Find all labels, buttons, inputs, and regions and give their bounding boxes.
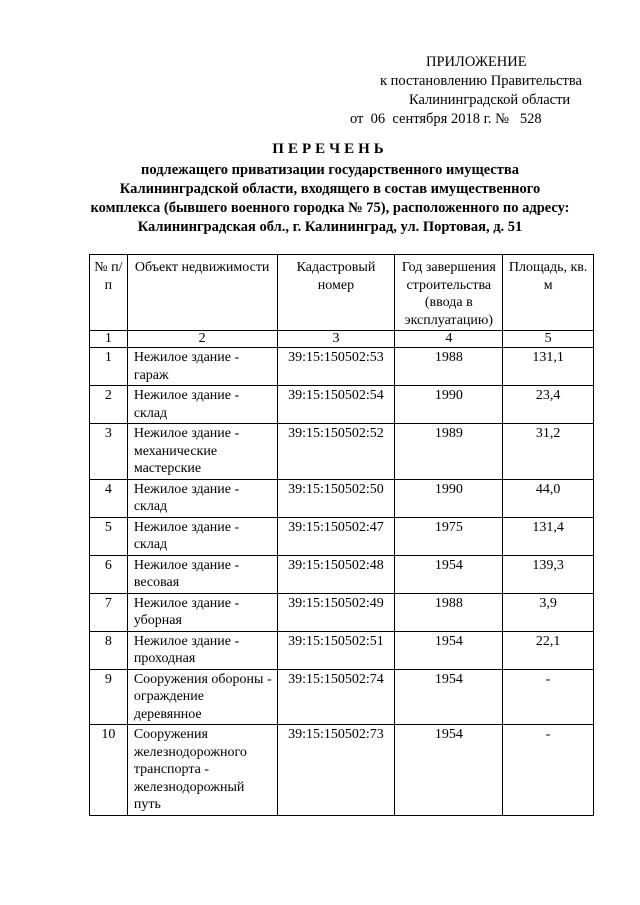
table-row (90, 479, 594, 517)
column-number: 2 (127, 331, 277, 348)
completion-year: 1988 (395, 348, 503, 386)
area-value: 31,2 (503, 424, 594, 480)
object-name: Нежилое здание - проходная (127, 631, 277, 669)
cadastral-number: 39:15:150502:48 (277, 555, 395, 593)
header-number: № п/п (90, 255, 128, 331)
table-row (90, 669, 594, 725)
row-number: 10 (90, 725, 128, 816)
row-number: 6 (90, 555, 128, 593)
table-row (90, 725, 594, 816)
heading-line: комплекса (бывшего военного городка № 75), расположенного по адресу: (90, 200, 570, 216)
table-row (90, 555, 594, 593)
cadastral-number: 39:15:150502:54 (277, 386, 395, 424)
cadastral-number: 39:15:150502:49 (277, 593, 395, 631)
completion-year: 1954 (395, 669, 503, 725)
cadastral-number: 39:15:150502:52 (277, 424, 395, 480)
object-name: Нежилое здание - уборная (127, 593, 277, 631)
header-area: Площадь, кв. м (503, 255, 594, 331)
row-number: 4 (90, 479, 128, 517)
completion-year: 1954 (395, 631, 503, 669)
completion-year: 1988 (395, 593, 503, 631)
area-value: - (503, 669, 594, 725)
cadastral-number: 39:15:150502:73 (277, 725, 395, 816)
header-year: Год завершения строительства (ввода в эксплуатацию) (395, 255, 503, 331)
area-value: 44,0 (503, 479, 594, 517)
table-row (90, 348, 594, 386)
completion-year: 1954 (395, 725, 503, 816)
appendix-date-number-line: от 06 сентября 2018 г. № 528 (350, 111, 542, 127)
area-value: 22,1 (503, 631, 594, 669)
appendix-block (330, 53, 600, 129)
area-value: 3,9 (503, 593, 594, 631)
object-name: Сооружения железнодорожного транспорта - железнодорожный путь (127, 725, 277, 816)
table-row (90, 386, 594, 424)
object-name: Нежилое здание - гараж (127, 348, 277, 386)
completion-year: 1975 (395, 517, 503, 555)
column-number: 5 (503, 331, 594, 348)
object-name: Нежилое здание - весовая (127, 555, 277, 593)
row-number: 3 (90, 424, 128, 480)
cadastral-number: 39:15:150502:47 (277, 517, 395, 555)
row-number: 8 (90, 631, 128, 669)
row-number: 7 (90, 593, 128, 631)
cadastral-number: 39:15:150502:53 (277, 348, 395, 386)
area-value: 23,4 (503, 386, 594, 424)
table-row (90, 517, 594, 555)
table-row (90, 424, 594, 480)
cadastral-number: 39:15:150502:51 (277, 631, 395, 669)
column-number: 4 (395, 331, 503, 348)
completion-year: 1954 (395, 555, 503, 593)
table-body (90, 331, 594, 816)
heading-line: Калининградской области, входящего в состав имущественного (119, 181, 541, 197)
completion-year: 1990 (395, 386, 503, 424)
appendix-resolution-line: к постановлению Правительства (380, 73, 582, 89)
appendix-region-line: Калининградской области (409, 92, 571, 108)
object-name: Нежилое здание - механические мастерские (127, 424, 277, 480)
row-number: 5 (90, 517, 128, 555)
header-cadastral-number: Кадастровый номер (277, 255, 395, 331)
area-value: - (503, 725, 594, 816)
property-table (89, 254, 594, 816)
header-object: Объект недвижимости (127, 255, 277, 331)
document-heading (60, 140, 600, 237)
object-name: Нежилое здание - склад (127, 517, 277, 555)
completion-year: 1989 (395, 424, 503, 480)
table-row (90, 593, 594, 631)
row-number: 2 (90, 386, 128, 424)
area-value: 131,4 (503, 517, 594, 555)
object-name: Сооружения обороны - ограждение деревянное (127, 669, 277, 725)
area-value: 139,3 (503, 555, 594, 593)
column-number: 1 (90, 331, 128, 348)
heading-address-line: Калининградская обл., г. Калининград, ул. Портовая, д. 51 (137, 219, 523, 235)
object-name: Нежилое здание - склад (127, 386, 277, 424)
object-name: Нежилое здание - склад (127, 479, 277, 517)
cadastral-number: 39:15:150502:74 (277, 669, 395, 725)
row-number: 1 (90, 348, 128, 386)
column-number-row (90, 331, 594, 348)
table-header-row (90, 255, 594, 331)
completion-year: 1990 (395, 479, 503, 517)
row-number: 9 (90, 669, 128, 725)
appendix-title: ПРИЛОЖЕНИЕ (426, 54, 527, 70)
area-value: 131,1 (503, 348, 594, 386)
table-row (90, 631, 594, 669)
column-number: 3 (277, 331, 395, 348)
heading-line: подлежащего приватизации государственного имущества (141, 162, 519, 178)
cadastral-number: 39:15:150502:50 (277, 479, 395, 517)
document-title: ПЕРЕЧЕНЬ (272, 141, 388, 157)
